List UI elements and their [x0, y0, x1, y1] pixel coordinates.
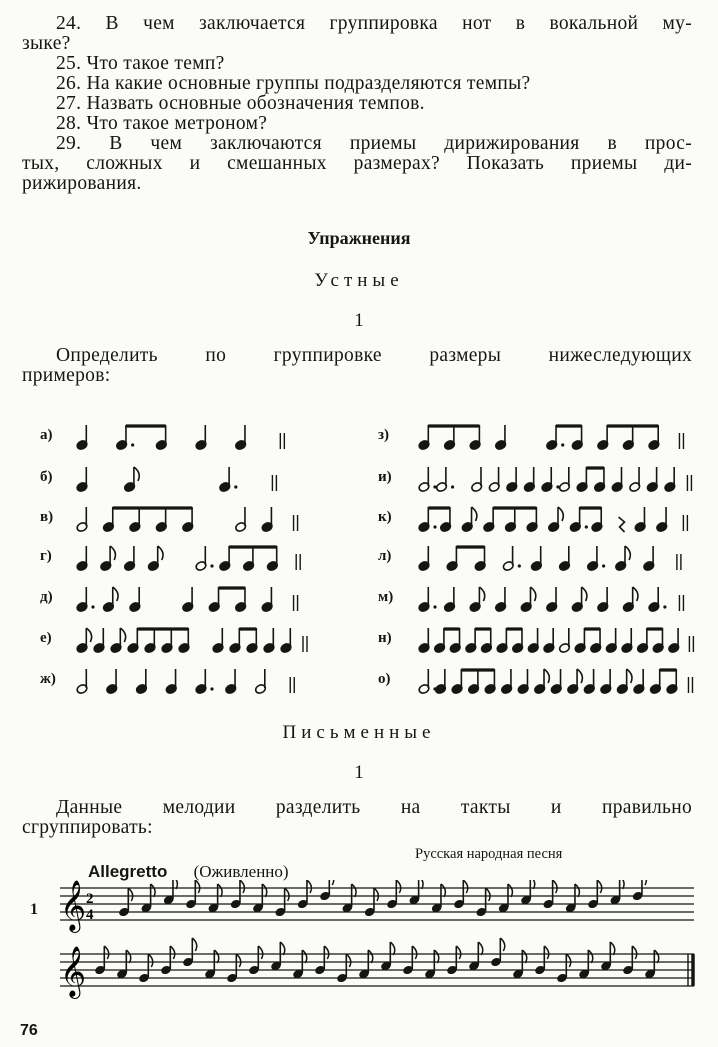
tempo-marking: [88, 862, 289, 882]
rhythm-left-1: [76, 467, 277, 493]
treble-clef-icon: 𝄞: [60, 946, 87, 997]
example-label-right-0: з): [378, 427, 390, 443]
example-label-right-3: л): [378, 548, 392, 564]
question-29-line-1: 29. В чем заключаются приемы дирижирования в прос-: [56, 133, 692, 154]
written-heading: Письменные: [282, 722, 436, 743]
example-label-left-0: а): [40, 427, 53, 443]
page-number: 76: [20, 1022, 38, 1039]
example-label-right-6: о): [378, 671, 391, 687]
treble-clef-icon: 𝄞: [60, 880, 87, 931]
rhythm-examples: [0, 410, 718, 700]
rhythm-right-0: [418, 425, 684, 451]
section-title: Упражнения: [307, 228, 411, 248]
oral-task-line-2: примеров:: [22, 365, 111, 386]
question-28: 28. Что такое метроном?: [56, 113, 268, 134]
question-29-line-2: тых, сложных и смешанных размерах? Показать приемы ди-: [22, 153, 692, 174]
question-24-line-2: зыке?: [22, 33, 71, 54]
rhythm-left-3: [76, 546, 300, 572]
rhythm-left-4: [76, 587, 298, 613]
tempo-italian: Allegretto: [88, 862, 168, 881]
example-label-right-5: н): [378, 630, 392, 646]
song-source: Русская народная песня: [415, 846, 563, 862]
melody-number: 1: [30, 901, 38, 918]
example-label-right-2: к): [378, 509, 392, 525]
example-label-left-4: д): [40, 589, 53, 605]
rhythm-right-6: [418, 669, 693, 695]
rhythm-right-2: [418, 507, 688, 533]
question-27: 27. Назвать основные обозначения темпов.: [56, 93, 425, 114]
example-label-left-2: в): [40, 509, 54, 525]
example-label-left-5: е): [40, 630, 52, 646]
rhythm-right-3: [418, 546, 681, 572]
written-task-line-2: сгруппировать:: [22, 817, 153, 838]
question-26: 26. На какие основные группы подразделяются темпы?: [56, 73, 531, 94]
example-label-left-1: б): [40, 469, 53, 485]
rhythm-left-5: [76, 628, 307, 654]
oral-heading: Устные: [314, 270, 404, 291]
melody-staff: [0, 880, 718, 1020]
written-task-line-1: Данные мелодии разделить на такты и правильно: [56, 797, 692, 818]
rhythm-left-2: [76, 507, 298, 533]
oral-task-line-1: Определить по группировке размеры нижеследующих: [56, 345, 692, 366]
time-signature-top: 2: [86, 891, 94, 907]
example-label-left-6: ж): [40, 671, 56, 687]
question-25: 25. Что такое темп?: [56, 53, 225, 74]
example-label-right-1: и): [378, 469, 392, 485]
written-number: 1: [354, 762, 364, 783]
rhythm-right-1: [418, 467, 692, 493]
rhythm-right-4: [418, 587, 684, 613]
example-label-left-3: г): [40, 548, 52, 564]
question-29-line-3: рижирования.: [22, 173, 142, 194]
example-label-right-4: м): [378, 589, 394, 605]
question-24-line-1: 24. В чем заключается группировка нот в вокальной му-: [56, 13, 692, 34]
rhythm-right-5: [418, 628, 694, 654]
rhythm-left-6: [76, 669, 294, 695]
rhythm-left-0: [76, 425, 284, 451]
oral-number: 1: [354, 310, 364, 331]
tempo-russian: (Оживленно): [193, 862, 289, 881]
time-signature-bottom: 4: [86, 907, 94, 923]
